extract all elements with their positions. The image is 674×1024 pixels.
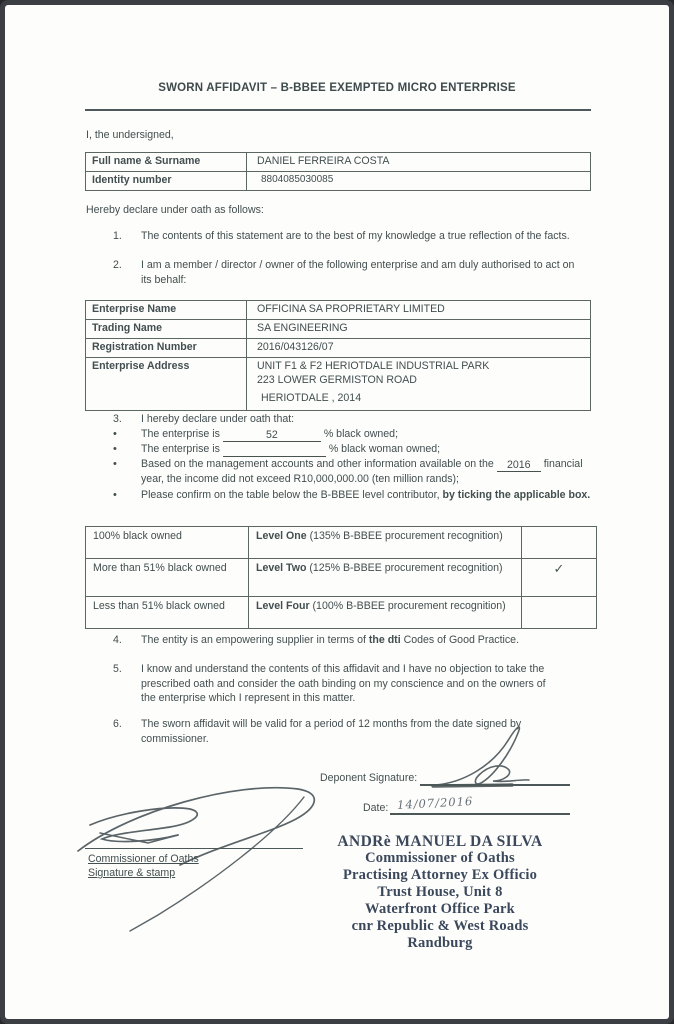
level-one-row xyxy=(86,527,597,559)
stamp-address-line3: cnr Republic & West Roads xyxy=(351,918,529,934)
clause-6-number: 6. xyxy=(113,718,122,730)
bullet-black-woman-owned xyxy=(113,442,593,457)
clause-3-number: 3. xyxy=(113,413,122,425)
commissioner-signature-line xyxy=(85,848,303,849)
address-line-3: HERIOTDALE , 2014 xyxy=(261,392,362,404)
bullet-icon: • xyxy=(113,428,117,440)
bullet-black-owned-text xyxy=(141,427,398,442)
date-line xyxy=(390,813,570,815)
bullet-icon: • xyxy=(113,458,117,470)
bullet-icon: • xyxy=(113,443,117,455)
level-cell xyxy=(249,597,522,629)
trading-name-value: SA ENGINEERING xyxy=(247,320,591,339)
table-row xyxy=(86,153,591,172)
level-two-row xyxy=(86,559,597,597)
full-name-label: Full name & Surname xyxy=(86,153,247,172)
enterprise-table xyxy=(85,300,591,411)
clause-2 xyxy=(113,258,583,287)
bullet-pre-text: Please confirm on the table below the B-BBEE level contributor, xyxy=(141,489,443,501)
clause-4-text xyxy=(141,633,519,648)
stamp-name: ANDRè MANUEL DA SILVA xyxy=(337,833,543,850)
stamp-address-line2: Waterfront Office Park xyxy=(365,901,515,917)
address-line-2: 223 LOWER GERMISTON ROAD xyxy=(257,374,417,386)
tick-cell-level-one xyxy=(522,527,597,559)
level-cell xyxy=(249,559,522,597)
ownership-cell: More than 51% black owned xyxy=(86,559,249,597)
stamp-address-line1: Trust House, Unit 8 xyxy=(377,884,503,900)
bullet-post-text: % black woman owned; xyxy=(328,443,441,455)
enterprise-address-value xyxy=(247,358,591,411)
stamp-title: Commissioner of Oaths xyxy=(365,850,515,866)
deponent-signature-line xyxy=(420,784,570,786)
stamp-role: Practising Attorney Ex Officio xyxy=(342,867,538,883)
registration-number-label: Registration Number xyxy=(86,339,247,358)
level-name: Level Two xyxy=(256,562,307,574)
table-row xyxy=(86,320,591,339)
ownership-cell: Less than 51% black owned xyxy=(86,597,249,629)
level-four-row xyxy=(86,597,597,629)
clause-5-text: I know and understand the contents of this affidavit and I have no objection to take the prescribed oath and consider the oath binding on my conscience and on the owners of the enterprise which I represent in this matter. xyxy=(141,663,546,704)
bullet-icon: • xyxy=(113,489,117,501)
table-row xyxy=(86,358,591,411)
bullet-post-text: % black owned; xyxy=(323,428,399,440)
oath-intro-text: Hereby declare under oath as follows: xyxy=(86,204,264,216)
bullet-black-woman-owned-text xyxy=(141,442,440,457)
level-detail: (125% B-BBEE procurement recognition) xyxy=(306,562,503,574)
clause-5-number: 5. xyxy=(113,663,122,675)
tick-cell-level-four xyxy=(522,597,597,629)
clause-3-text: I hereby declare under oath that: xyxy=(141,413,295,425)
level-name: Level One xyxy=(256,530,307,542)
bbbee-level-table xyxy=(85,526,597,629)
deponent-identity-table xyxy=(85,152,591,191)
clause-5 xyxy=(113,662,561,706)
level-name: Level Four xyxy=(256,600,310,612)
clause-6-text: The sworn affidavit will be valid for a period of 12 months from the date signed by commissioner. xyxy=(141,718,522,745)
enterprise-address-label: Enterprise Address xyxy=(86,358,247,411)
deponent-signature-label: Deponent Signature: xyxy=(320,772,418,784)
table-row xyxy=(86,339,591,358)
clause-2-text: I am a member / director / owner of the following enterprise and am duly authorised to act on its behalf: xyxy=(141,259,575,286)
level-detail: (100% B-BBEE procurement recognition) xyxy=(309,600,506,612)
clause-4-number: 4. xyxy=(113,634,122,646)
registration-number-value: 2016/043126/07 xyxy=(247,339,591,358)
salutation-text: I, the undersigned, xyxy=(86,129,174,141)
commissioner-caption-line2: Signature & stamp xyxy=(88,867,176,879)
bullet-bold-text: by ticking the applicable box. xyxy=(442,489,591,501)
full-name-value: DANIEL FERREIRA COSTA xyxy=(247,153,591,172)
clause-4-pre: The entity is an empowering supplier in terms of xyxy=(141,634,369,646)
table-row xyxy=(86,301,591,320)
clause-1 xyxy=(113,229,593,244)
clause-1-number: 1. xyxy=(113,230,122,242)
enterprise-name-label: Enterprise Name xyxy=(86,301,247,320)
bullet-income xyxy=(113,457,591,486)
bullet-income-text xyxy=(141,457,591,486)
clause-1-text: The contents of this statement are to the best of my knowledge a true reflection of the facts. xyxy=(141,230,570,242)
bullet-pre-text: Based on the management accounts and other information available on the xyxy=(141,458,494,470)
address-line-1: UNIT F1 & F2 HERIOTDALE INDUSTRIAL PARK xyxy=(257,360,490,372)
bullet-confirm xyxy=(113,488,591,503)
level-detail: (135% B-BBEE procurement recognition) xyxy=(306,530,503,542)
bullet-black-owned xyxy=(113,427,593,442)
trading-name-label: Trading Name xyxy=(86,320,247,339)
tick-cell-level-two xyxy=(522,559,597,597)
clause-2-number: 2. xyxy=(113,259,122,271)
title-divider xyxy=(85,109,591,111)
black-woman-owned-percent-blank xyxy=(223,444,326,457)
commissioner-caption-line1: Commissioner of Oaths xyxy=(88,853,199,865)
bullet-pre-text: The enterprise is xyxy=(141,443,220,455)
table-row xyxy=(86,172,591,191)
bullet-confirm-text xyxy=(141,488,590,503)
handwritten-date: 14/07/2016 xyxy=(396,794,474,812)
identity-number-value: 8804085030085 xyxy=(247,172,591,191)
clause-4 xyxy=(113,633,593,648)
clause-4-bold: the dti xyxy=(368,634,401,646)
bullet-post-text: financial year, the income did not exceed R10,000,000.00 (ten million rands); xyxy=(141,458,583,485)
enterprise-name-value: OFFICINA SA PROPRIETARY LIMITED xyxy=(247,301,591,320)
ownership-cell: 100% black owned xyxy=(86,527,249,559)
financial-year-blank: 2016 xyxy=(497,459,541,472)
level-cell xyxy=(249,527,522,559)
commissioner-stamp xyxy=(295,833,585,952)
identity-number-label: Identity number xyxy=(86,172,247,191)
clause-3 xyxy=(113,412,583,427)
document-title: SWORN AFFIDAVIT – B-BBEE EXEMPTED MICRO ENTERPRISE xyxy=(158,82,516,94)
tick-mark: ✓ xyxy=(553,561,565,576)
stamp-address-line4: Randburg xyxy=(407,935,473,951)
affidavit-sheet xyxy=(5,5,669,1019)
clause-4-post: Codes of Good Practice. xyxy=(400,634,520,646)
bullet-pre-text: The enterprise is xyxy=(141,428,220,440)
date-label: Date: xyxy=(363,802,389,814)
black-owned-percent-blank: 52 xyxy=(223,429,321,442)
